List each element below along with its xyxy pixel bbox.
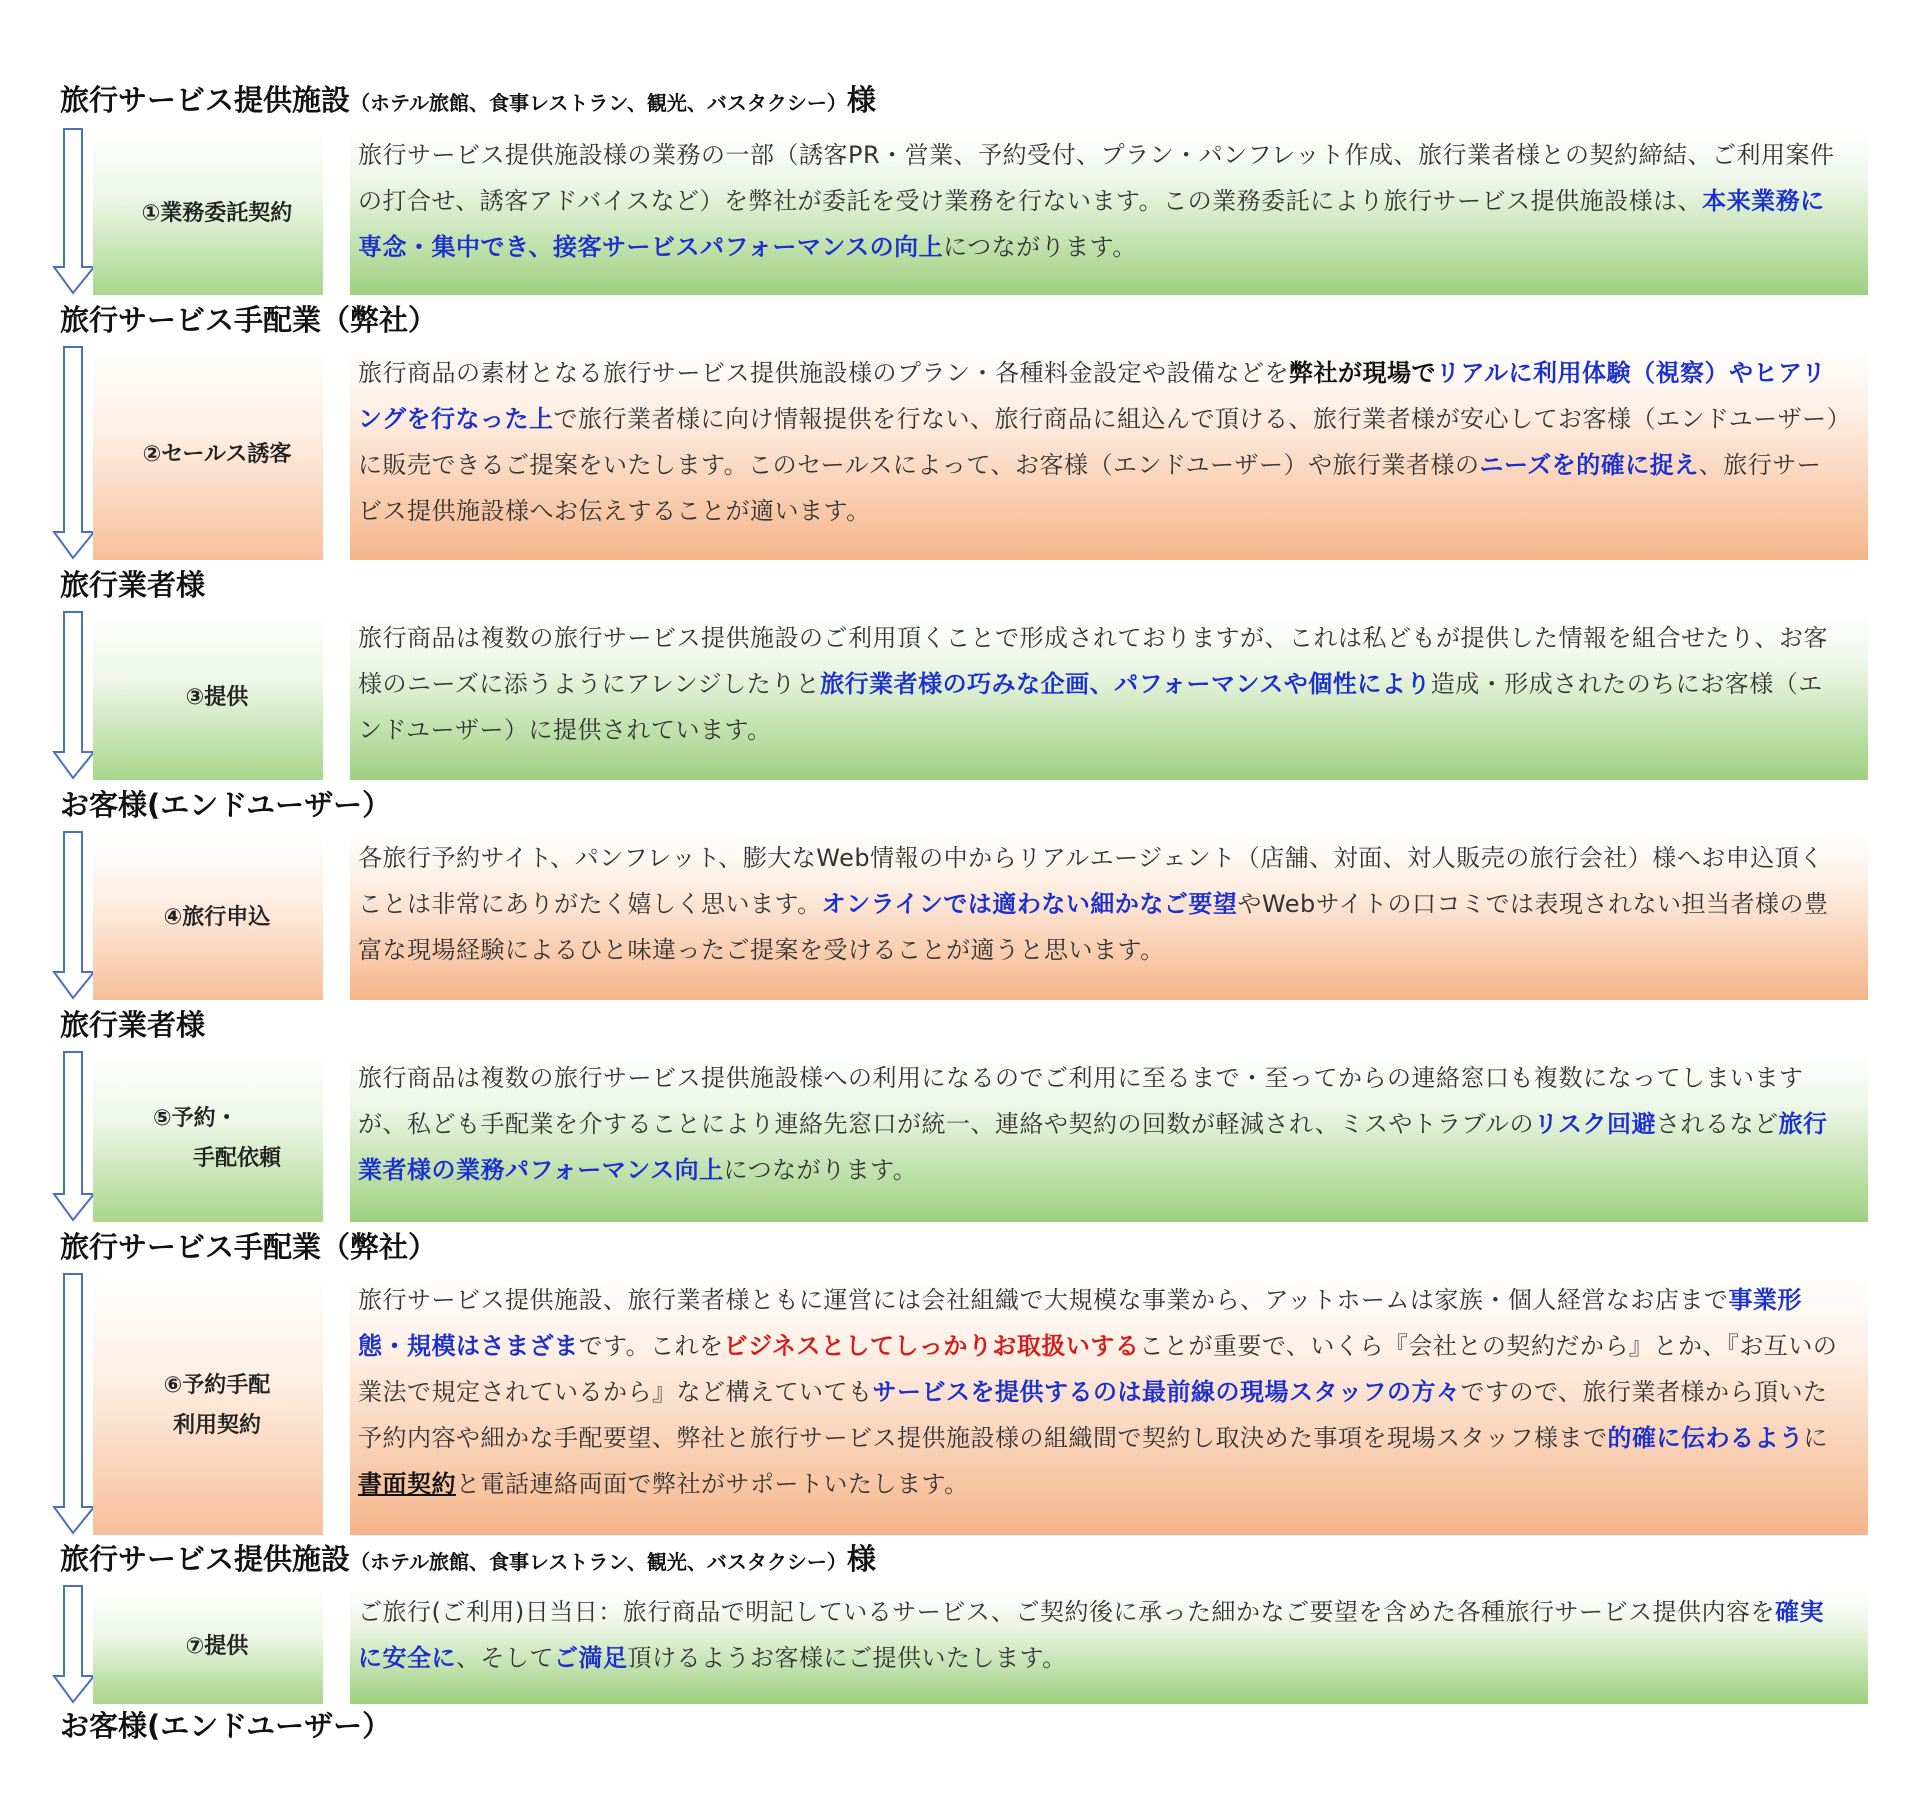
step-description [350,1055,1868,1222]
step-label-line: 利用契約 [172,1413,261,1438]
description-text: 旅行サービス提供施設、旅行業者様ともに運営には会社組織で大規模な事業から、アットホームは家族・個人経営なお店まで [358,1286,1729,1314]
step-label-line: ①業務委託契約 [141,200,293,226]
description-emphasis: 弊社が現場で [1289,359,1436,387]
heading-main: 旅行業者様 [60,568,206,602]
description-highlight: 的確に伝わるよう [1607,1424,1804,1452]
description-highlight: 旅行業者様の業務パフォーマンス向上 [358,1110,1828,1184]
heading-main: お客様(エンドユーザー） [60,788,392,822]
description-text: 各旅行予約サイト、パンフレット、膨大なWeb情報の中からリアルエージェント（店舗、対面、対人販売の旅行会社）様へお申込頂くことは非常にありがたく嬉しく思います。 [358,844,1824,918]
step-label [93,615,323,780]
step-label-line: ②セールス誘客 [142,442,292,467]
description-text: 旅行商品の素材となる旅行サービス提供施設様のプラン・各種料金設定や設備などを [358,359,1289,387]
description-text: に [1803,1424,1828,1452]
step-label [93,132,323,295]
step-label [93,1589,323,1704]
heading-sub: （ホテル旅館、食事レストラン、観光、バスタクシー） [350,91,847,115]
step-label-line: ⑥予約手配 [163,1373,271,1398]
description-text: ことが重要で、いくら『会社との契約だから』とか、『お互いの業法で規定されているから』など構えていても [358,1332,1838,1406]
down-arrow-icon [52,1050,96,1222]
description-text: やWebサイトの口コミでは表現されない担当者様の豊富な現場経験によるひと味違ったご提案を受けることが適うと思います。 [358,890,1829,964]
step-description [350,835,1868,1000]
description-text: 、そして [456,1644,554,1672]
step-label [93,1277,323,1535]
description-text: 旅行サービス提供施設様の業務の一部（誘客PR・営業、予約受付、プラン・パンフレット作成、旅行業者様との契約締結、ご利用案件の打合せ、誘客アドバイスなど）を弊社が委託を受け業務を行ないます。この業務委託により旅行サービス提供施設様は、 [358,141,1835,215]
description-text: ですので、旅行業者様から頂いた予約内容や細かな手配要望、弊社と旅行サービス提供施設様の組織間で契約し取決めた事項を現場スタッフ様まで [358,1378,1828,1452]
description-highlight: 事業形態・規模はさまざま [358,1286,1802,1360]
description-highlight: ニーズを的確に捉え [1479,451,1699,479]
stage-heading [60,302,437,338]
description-text: 旅行商品は複数の旅行サービス提供施設のご利用頂くことで形成されておりますが、これは私どもが提供した情報を組合せたり、お客様のニーズに添うようにアレンジしたりと [358,624,1828,698]
description-text: と電話連絡両面で弊社がサポートいたします。 [456,1470,969,1498]
step-label-line: ⑦提供 [185,1633,249,1659]
step-description [350,1589,1868,1704]
description-highlight: ご満足 [554,1644,628,1672]
description-text: 旅行商品は複数の旅行サービス提供施設様への利用になるのでご利用に至るまで・至ってからの連絡窓口も複数になってしまいますが、私ども手配業を介することにより連絡先窓口が統一、連絡や契約の回数が軽減され、ミスやトラブルの [358,1064,1804,1138]
description-highlight: 確実に安全に [358,1598,1824,1672]
description-underline: 書面契約 [358,1470,456,1498]
heading-main: 旅行サービス提供施設 [60,1542,351,1576]
stage-heading [60,567,205,603]
description-text: 頂けるようお客様にご提供いたします。 [627,1644,1067,1672]
description-text: 造成・形成されたのちにお客様（エンドユーザー）に提供されています。 [358,670,1823,744]
step-label [93,835,323,1000]
down-arrow-icon [52,345,96,560]
heading-main: 旅行サービス手配業（弊社） [60,303,438,337]
stage-heading [60,82,876,121]
description-text: ご旅行(ご利用)日当日：旅行商品で明記しているサービス、ご契約後に承った細かなご要望を含めた各種旅行サービス提供内容を [358,1598,1775,1626]
down-arrow-icon [52,127,96,295]
step-description [350,132,1868,295]
stage-heading [60,1541,876,1580]
heading-tail: 様 [846,1542,876,1576]
down-arrow-icon [52,610,96,780]
description-highlight: 旅行業者様の巧みな企画、パフォーマンスや個性により [820,670,1431,698]
description-text: されるなど [1656,1110,1779,1138]
description-text: で旅行業者様に向け情報提供を行ない、旅行商品に組込んで頂ける、旅行業者様が安心してお客様（エンドユーザー）に販売できるご提案をいたします。このセールスによって、お客様（エンドユーザー）や旅行業者様の [358,405,1840,479]
step-label-line: 手配依頼 [192,1145,281,1171]
description-highlight-red: ビジネスとしてしっかりお取扱いする [723,1332,1140,1360]
down-arrow-icon [52,1272,96,1535]
step-description [350,1277,1868,1535]
description-text: につながります。 [943,233,1137,261]
heading-main: 旅行サービス手配業（弊社） [60,1230,438,1264]
description-highlight: 本来業務に専念・集中でき、接客サービスパフォーマンスの向上 [358,187,1825,261]
description-highlight: サービスを提供するのは最前線の現場スタッフの方々 [872,1378,1461,1406]
heading-main: お客様(エンドユーザー） [60,1709,392,1743]
step-label-line: ⑤予約・ [152,1105,238,1131]
description-text: につながります。 [723,1156,918,1184]
step-description [350,350,1868,560]
stage-heading [60,1708,391,1744]
heading-sub: （ホテル旅館、食事レストラン、観光、バスタクシー） [350,1550,847,1574]
stage-heading [60,787,391,823]
down-arrow-icon [52,1584,96,1704]
heading-main: 旅行サービス提供施設 [60,83,351,117]
heading-tail: 様 [846,83,876,117]
down-arrow-icon [52,830,96,1000]
step-label [93,350,323,560]
stage-heading [60,1229,437,1265]
step-description [350,615,1868,780]
step-label-line: ④旅行申込 [163,904,271,930]
stage-heading [60,1007,205,1043]
description-text: です。これを [578,1332,724,1360]
description-highlight: リアルに利用体験（視察）やヒアリングを行なった上 [358,359,1827,433]
heading-main: 旅行業者様 [60,1008,206,1042]
description-highlight: オンラインでは適わない細かなご要望 [821,890,1238,918]
step-label [93,1055,323,1222]
description-highlight: リスク回避 [1534,1110,1657,1138]
description-text: 、旅行サービス提供施設様へお伝えすることが適います。 [358,451,1822,525]
step-label-line: ③提供 [185,684,249,710]
